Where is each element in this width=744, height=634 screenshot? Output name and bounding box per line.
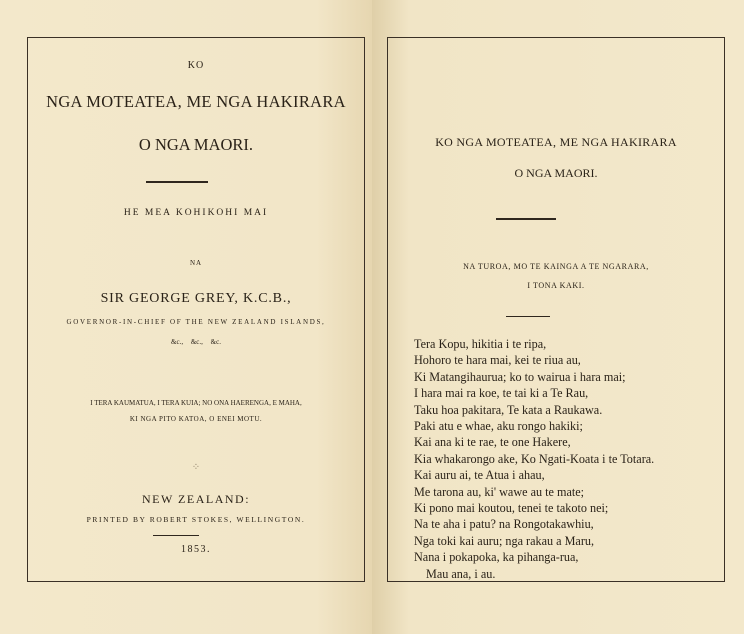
poem-line: Taku hoa pakitara, Te kata a Raukawa. [414,402,603,417]
etc-line: &c., &c., &c. [171,338,221,346]
poem-line: Paki atu e whae, aku rongo hakiki; [414,419,583,434]
dedication-line-1: I TERA KAUMATUA, I TERA KUIA; NO ONA HAERENGA, E MAHA, [90,399,302,407]
poem-text [414,336,654,582]
poem-line: Me tarona au, ki' wawe au te mate; [414,484,585,499]
poem-line: Nana i pokapoka, ka pihanga-rua, [414,550,579,565]
title-line-1: NGA MOTEATEA, ME NGA HAKIRARA [46,92,346,111]
poem-line: Hohoro te hara mai, kei te riua au, [414,353,581,368]
poem-line: I hara mai ra koe, te tai ki a Te Rau, [414,386,589,401]
author-title: GOVERNOR-IN-CHIEF OF THE NEW ZEALAND ISLANDS, [66,318,326,326]
poem-line: Tera Kopu, hikitia i te ripa, [414,337,547,351]
divider-rule [496,218,556,220]
poem-line: Kai ana ki te rae, te one Hakere, [414,435,571,450]
page-title-line-1: KO NGA MOTEATEA, ME NGA HAKIRARA [435,135,677,149]
poem-line: Kia whakarongo ake, Ko Ngati-Koata i te Totara. [414,451,655,466]
poem-line: Mau ana, i au. [426,566,496,581]
poem-line: Ki pono mai koutou, tenei te takoto nei; [414,501,609,516]
poem-line: Kai auru ai, te Atua i ahau, [414,468,545,483]
poem-heading-line-1: NA TUROA, MO TE KAINGA A TE NGARARA, [463,262,649,271]
poem-heading-line-2: I TONA KAKI. [527,281,585,290]
poem-line: Nga toki kai auru; nga rakau a Maru, [414,533,595,548]
poem-line: Ki Matangihaurua; ko to wairua i hara mai; [414,369,626,384]
place: NEW ZEALAND: [141,492,251,506]
year: 1853. [181,544,211,555]
na-label: NA [189,259,203,267]
printer: PRINTED BY ROBERT STOKES, WELLINGTON. [86,515,306,524]
printer-ornament: ⁘ [191,462,201,473]
title-line-2: O NGA MAORI. [138,135,254,154]
divider-rule [146,181,208,183]
poem-page-frame [387,37,725,582]
author-name: SIR GEORGE GREY, K.C.B., [100,291,292,306]
right-page [372,0,744,634]
divider-rule-small [506,316,550,317]
ko-label: KO [187,60,205,71]
page-title-line-2: O NGA MAORI. [514,166,598,180]
dedication-line-2: KI NGA PITO KATOA, O ENEI MOTU. [129,415,263,423]
poem-line: Na te aha i patu? na Rongotakawhiu, [414,517,594,532]
title-page-frame [27,37,365,582]
subtitle: HE MEA KOHIKOHI MAI [123,208,269,218]
divider-rule-small [153,535,199,536]
